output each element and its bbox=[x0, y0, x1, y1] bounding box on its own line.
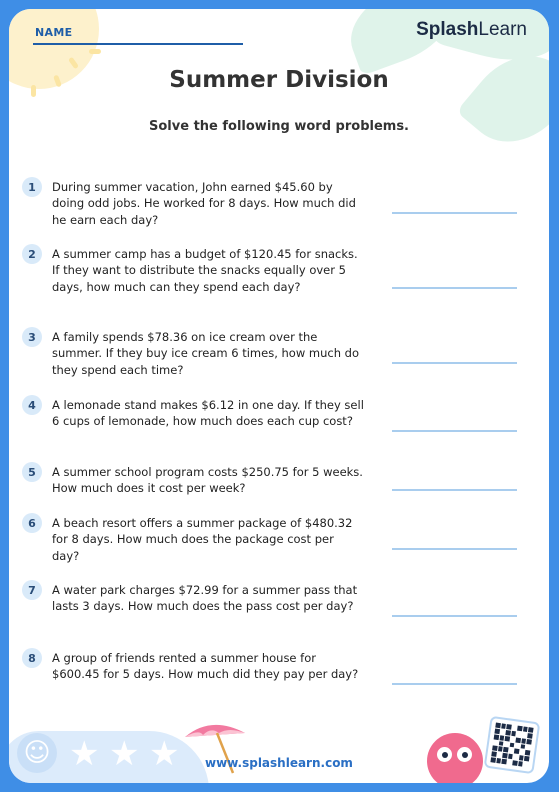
name-label: NAME bbox=[35, 26, 73, 39]
answer-line[interactable] bbox=[392, 548, 517, 550]
answer-line[interactable] bbox=[392, 615, 517, 617]
footer-url[interactable]: www.splashlearn.com bbox=[205, 756, 353, 770]
problem-item bbox=[22, 327, 532, 387]
problem-item bbox=[22, 244, 532, 304]
brand-logo bbox=[416, 19, 527, 41]
star-icon: ★ bbox=[109, 734, 140, 774]
page-title: Summer Division bbox=[169, 67, 389, 93]
problem-text: A summer school program costs $250.75 for 5 weeks. How much does it cost per week? bbox=[52, 465, 363, 496]
problem-text: A lemonade stand makes $6.12 in one day. If they sell 6 cups of lemonade, how much does each cup cost? bbox=[52, 398, 364, 429]
problem-item bbox=[22, 395, 532, 455]
star-icon: ★ bbox=[149, 734, 180, 774]
brand-logo-light: Learn bbox=[478, 19, 527, 40]
answer-line[interactable] bbox=[392, 430, 517, 432]
problem-text: A summer camp has a budget of $120.45 for snacks. If they want to distribute the snacks equally over 5 days, how much can they spend each day? bbox=[52, 247, 358, 294]
answer-line[interactable] bbox=[392, 287, 517, 289]
answer-line[interactable] bbox=[392, 362, 517, 364]
brand-logo-bold: Splash bbox=[416, 19, 479, 40]
qr-code[interactable] bbox=[484, 716, 541, 774]
problem-number: 6 bbox=[22, 513, 42, 533]
problem-item bbox=[22, 177, 532, 237]
problem-number: 8 bbox=[22, 648, 42, 668]
monster-eye bbox=[437, 747, 452, 762]
sun-ray bbox=[89, 49, 101, 54]
worksheet bbox=[9, 9, 549, 783]
star-icon: ★ bbox=[69, 734, 100, 774]
monster-eye bbox=[457, 747, 472, 762]
pink-monster-mascot bbox=[427, 733, 483, 783]
problem-number: 7 bbox=[22, 580, 42, 600]
problem-item bbox=[22, 648, 532, 708]
instructions: Solve the following word problems. bbox=[149, 119, 409, 134]
problem-text: A family spends $78.36 on ice cream over the summer. If they buy ice cream 6 times, how much do they spend each time? bbox=[52, 330, 359, 377]
answer-line[interactable] bbox=[392, 683, 517, 685]
problem-number: 4 bbox=[22, 395, 42, 415]
problem-item bbox=[22, 513, 532, 573]
problem-text: A group of friends rented a summer house for $600.45 for 5 days. How much did they pay per day? bbox=[52, 651, 359, 682]
name-field-line[interactable] bbox=[33, 43, 243, 45]
problem-text: During summer vacation, John earned $45.60 by doing odd jobs. He worked for 8 days. How much did he earn each day? bbox=[52, 180, 356, 227]
problem-item bbox=[22, 580, 532, 640]
problem-number: 5 bbox=[22, 462, 42, 482]
answer-line[interactable] bbox=[392, 489, 517, 491]
problem-number: 1 bbox=[22, 177, 42, 197]
problem-text: A water park charges $72.99 for a summer pass that lasts 3 days. How much does the pass cost per day? bbox=[52, 583, 358, 614]
smiley-icon: ☺ bbox=[17, 733, 57, 773]
problem-number: 3 bbox=[22, 327, 42, 347]
answer-line[interactable] bbox=[392, 212, 517, 214]
problem-text: A beach resort offers a summer package of $480.32 for 8 days. How much does the package cost per day? bbox=[52, 516, 353, 563]
problem-number: 2 bbox=[22, 244, 42, 264]
